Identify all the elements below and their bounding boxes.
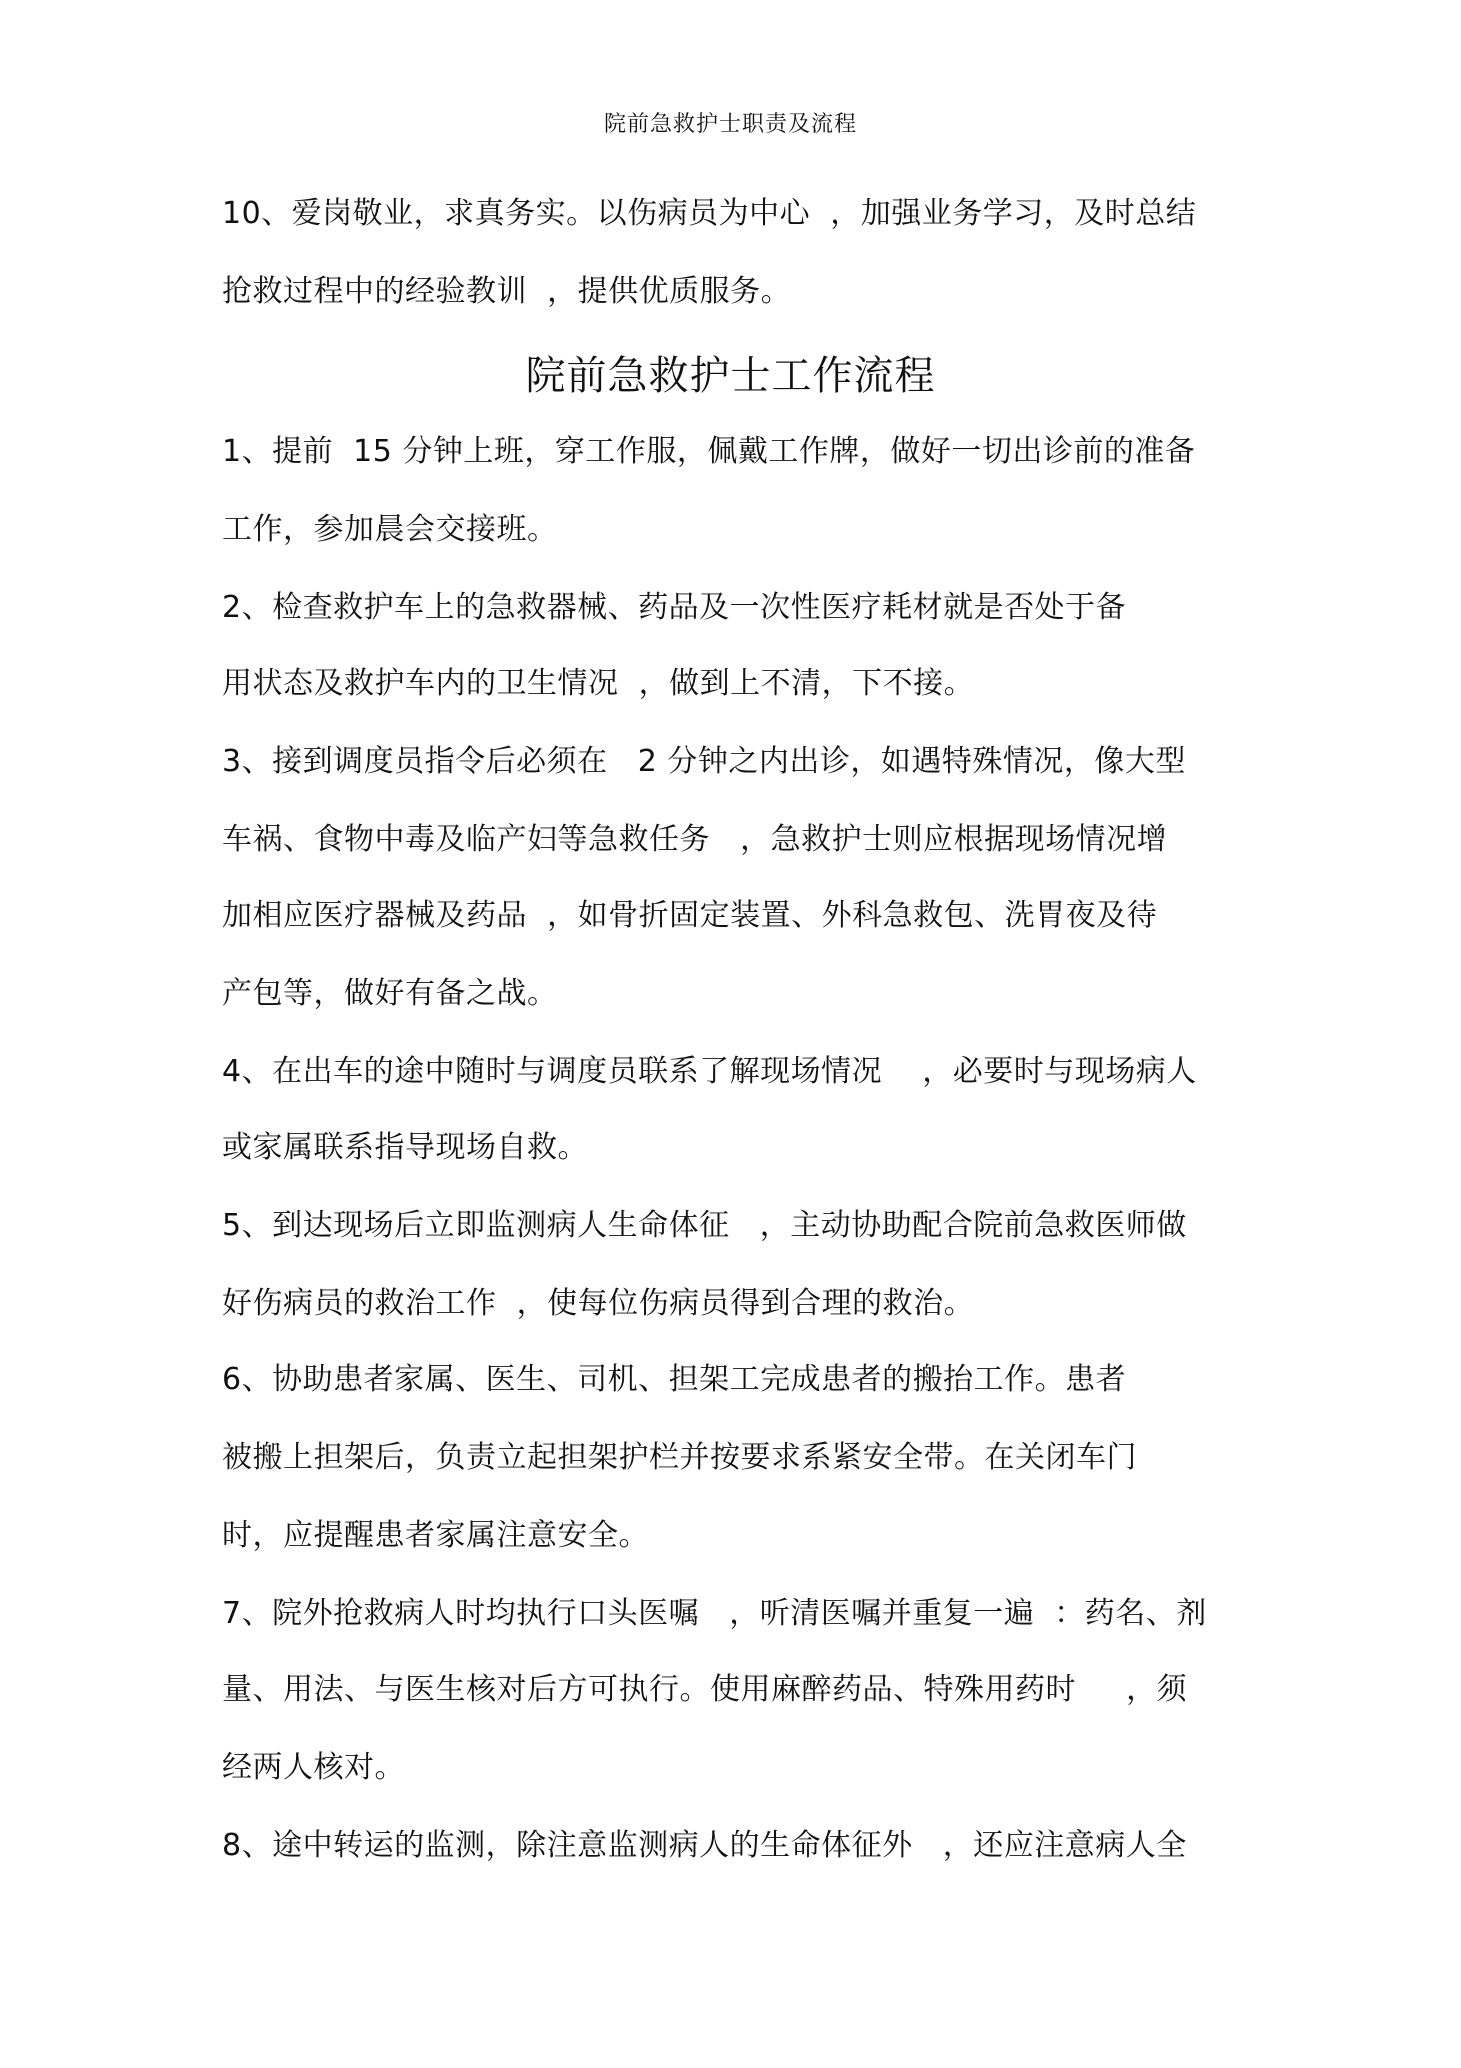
body-line: 好伤病员的救治工作 ，使每位伤病员得到合理的救治。 [222,1286,975,1321]
running-header: 院前急救护士职责及流程 [603,112,857,137]
body-line: 或家属联系指导现场自救。 [222,1130,588,1165]
body-line: 用状态及救护车内的卫生情况 ，做到上不清，下不接。 [222,666,975,701]
body-line: 6、协助患者家属、医生、司机、担架工完成患者的搬抬工作。患者 [222,1362,1127,1397]
body-line: 车祸、食物中毒及临产妇等急救任务 ，急救护士则应根据现场情况增 [222,822,1168,857]
body-line: 被搬上担架后，负责立起担架护栏并按要求系紧安全带。在关闭车门 [222,1440,1137,1475]
intro-line: 10、爱岗敬业，求真务实。以伤病员为中心 ，加强业务学习，及时总结 [222,196,1197,231]
body-line: 工作，参加晨会交接班。 [222,512,558,547]
body-line: 2、检查救护车上的急救器械、药品及一次性医疗耗材就是否处于备 [222,590,1127,625]
body-line: 经两人核对。 [222,1750,405,1785]
body-line: 加相应医疗器械及药品 ，如骨折固定装置、外科急救包、洗胃夜及待 [222,898,1158,933]
body-line: 1、提前 15 分钟上班，穿工作服，佩戴工作牌，做好一切出诊前的准备 [222,434,1196,469]
body-line: 4、在出车的途中随时与调度员联系了解现场情况 ，必要时与现场病人 [222,1054,1197,1089]
body-line: 5、到达现场后立即监测病人生命体征 ，主动协助配合院前急救医师做 [222,1208,1187,1243]
body-line: 8、途中转运的监测，除注意监测病人的生命体征外 ，还应注意病人全 [222,1828,1187,1863]
body-line: 时，应提醒患者家属注意安全。 [222,1518,649,1553]
section-title: 院前急救护士工作流程 [525,353,936,399]
body-line: 7、院外抢救病人时均执行口头医嘱 ，听清医嘱并重复一遍 ：药名、剂 [222,1596,1207,1631]
body-line: 3、接到调度员指令后必须在 2 分钟之内出诊，如遇特殊情况，像大型 [222,744,1186,779]
body-line: 量、用法、与医生核对后方可执行。使用麻醉药品、特殊用药时 ，须 [222,1672,1188,1707]
body-line: 产包等，做好有备之战。 [222,976,558,1011]
intro-line: 抢救过程中的经验教训 ，提供优质服务。 [222,274,792,309]
